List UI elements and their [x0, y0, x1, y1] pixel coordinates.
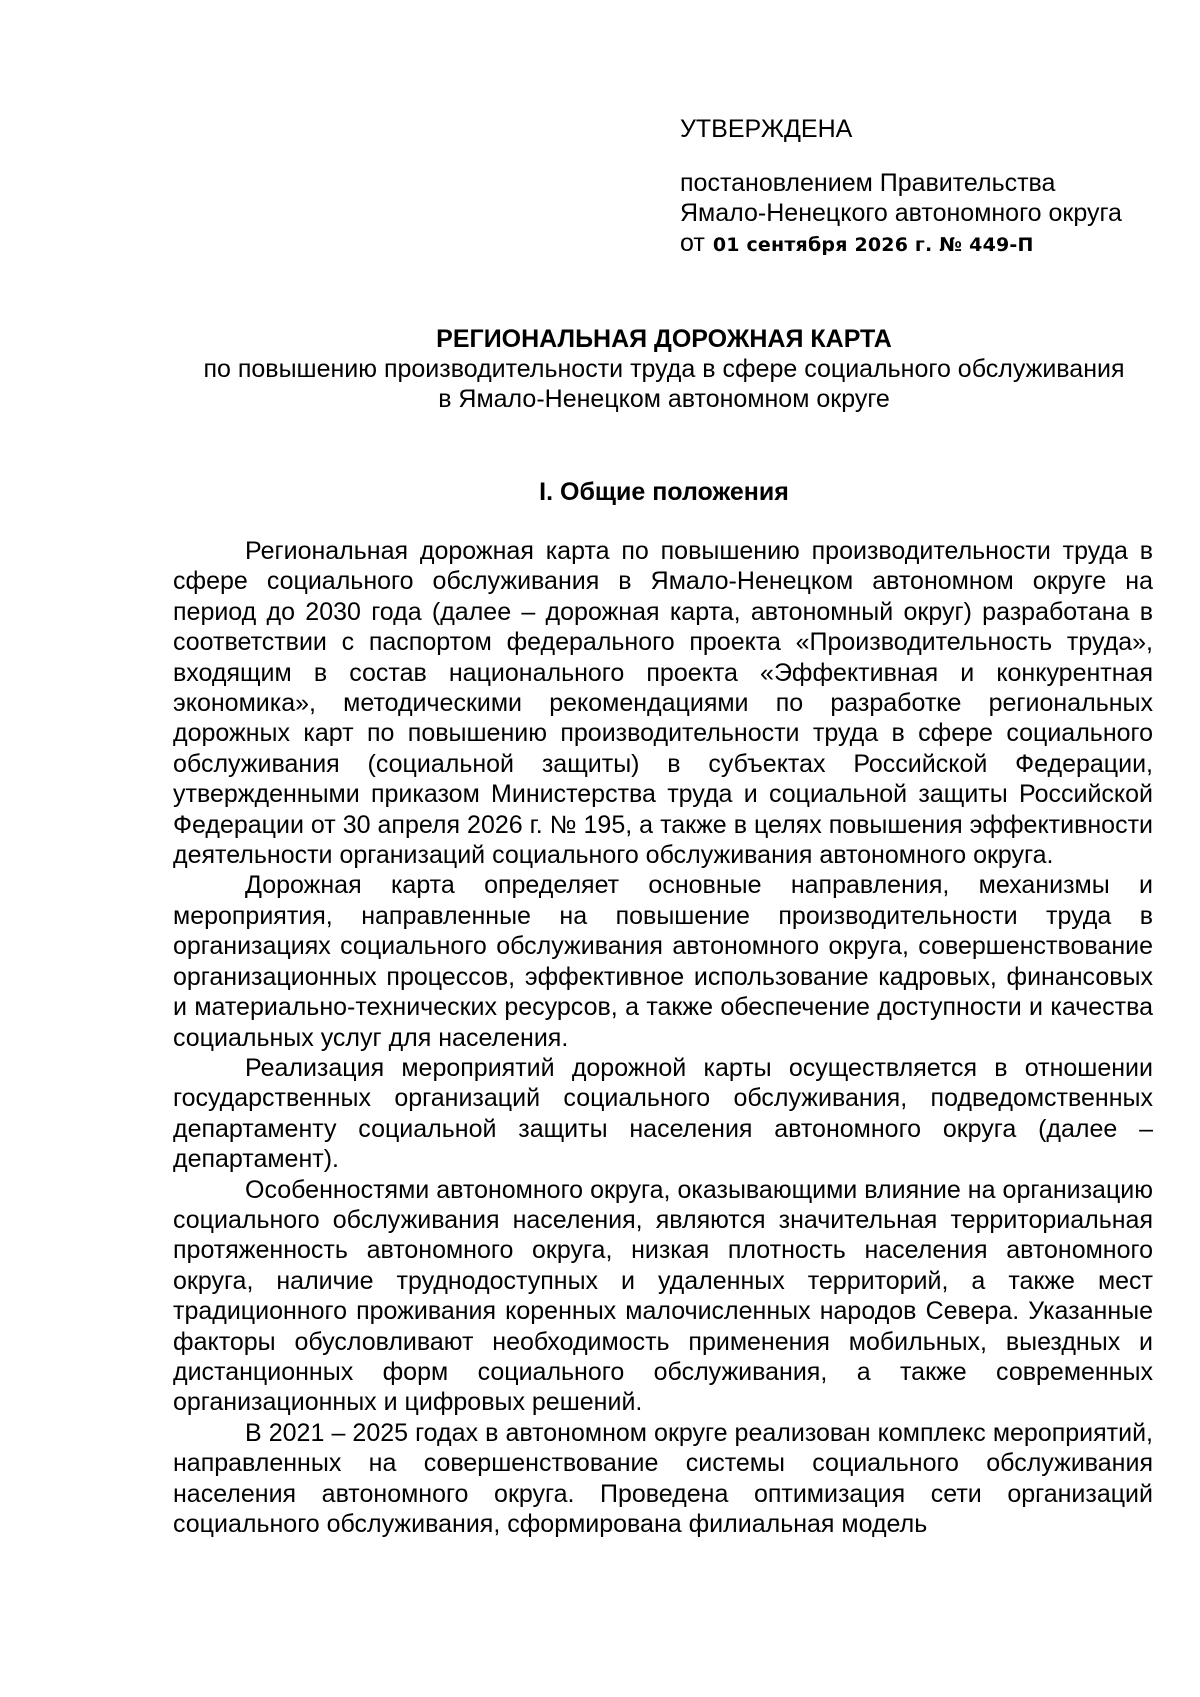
body-text — [173, 536, 1153, 1539]
paragraph-4: Особенностями автономного округа, оказывающими влияние на организацию социального обслуживания населения, являются значительная территориальная протяженность автономного округа, низкая плотность населения автономного округа, наличие труднодоступных и удаленных территорий, а также мест традиционного проживания коренных малочисленных народов Севера. Указанные факторы обусловливают необходимость применения мобильных, выездных и дистанционных форм социального обслуживания, а также современных организационных и цифровых решений. — [173, 1175, 1153, 1417]
document-subtitle-line-1: по повышению производительности труда в сфере социального обслуживания — [203, 355, 1125, 383]
approval-date: 01 сентября 2026 г. № 449-П — [712, 234, 1034, 256]
section-heading: I. Общие положения — [539, 478, 789, 506]
approval-stamp: УТВЕРЖДЕНА — [680, 115, 853, 143]
document-title-block — [140, 324, 1188, 414]
paragraph-1: Региональная дорожная карта по повышению производительности труда в сфере социального обслуживания в Ямало-Ненецком автономном округе на период до 2030 года (далее – дорожная карта, автономный округ) разработана в соответствии с паспортом федерального проекта «Производительность труда», входящим в состав национального проекта «Эффективная и конкурентная экономика», методическими рекомендациями по разработке региональных дорожных карт по повышению производительности труда в сфере социального обслуживания (социальной защиты) в субъектах Российской Федерации, утвержденными приказом Министерства труда и социальной защиты Российской Федерации от 30 апреля 2026 г. № 195, а также в целях повышения эффективности деятельности организаций социального обслуживания автономного округа. — [173, 537, 1153, 870]
approval-ot: от — [680, 229, 705, 257]
document-title: РЕГИОНАЛЬНАЯ ДОРОЖНАЯ КАРТА — [436, 325, 892, 353]
paragraph-5: В 2021 – 2025 годах в автономном округе реализован комплекс мероприятий, направленных на совершенствование системы социального обслуживания населения автономного округа. Проведена оптимизация сети организаций социального обслуживания, сформирована филиальная модель — [173, 1418, 1153, 1538]
approval-block — [680, 114, 1180, 260]
approval-line-2: Ямало-Ненецкого автономного округа — [680, 199, 1122, 227]
paragraph-2: Дорожная карта определяет основные направления, механизмы и мероприятия, направленные на повышение производительности труда в организациях социального обслуживания автономного округа, совершенствование организационных процессов, эффективное использование кадровых, финансовых и материально-технических ресурсов, а также обеспечение доступности и качества социальных услуг для населения. — [173, 871, 1153, 1052]
approval-line-1: постановлением Правительства — [680, 169, 1056, 197]
paragraph-3: Реализация мероприятий дорожной карты осуществляется в отношении государственных организаций социального обслуживания, подведомственных департаменту социальной защиты населения автономного округа (далее – департамент). — [173, 1053, 1153, 1174]
approval-date-line — [680, 228, 1180, 260]
document-subtitle-line-2: в Ямало-Ненецком автономном округе — [438, 385, 890, 413]
